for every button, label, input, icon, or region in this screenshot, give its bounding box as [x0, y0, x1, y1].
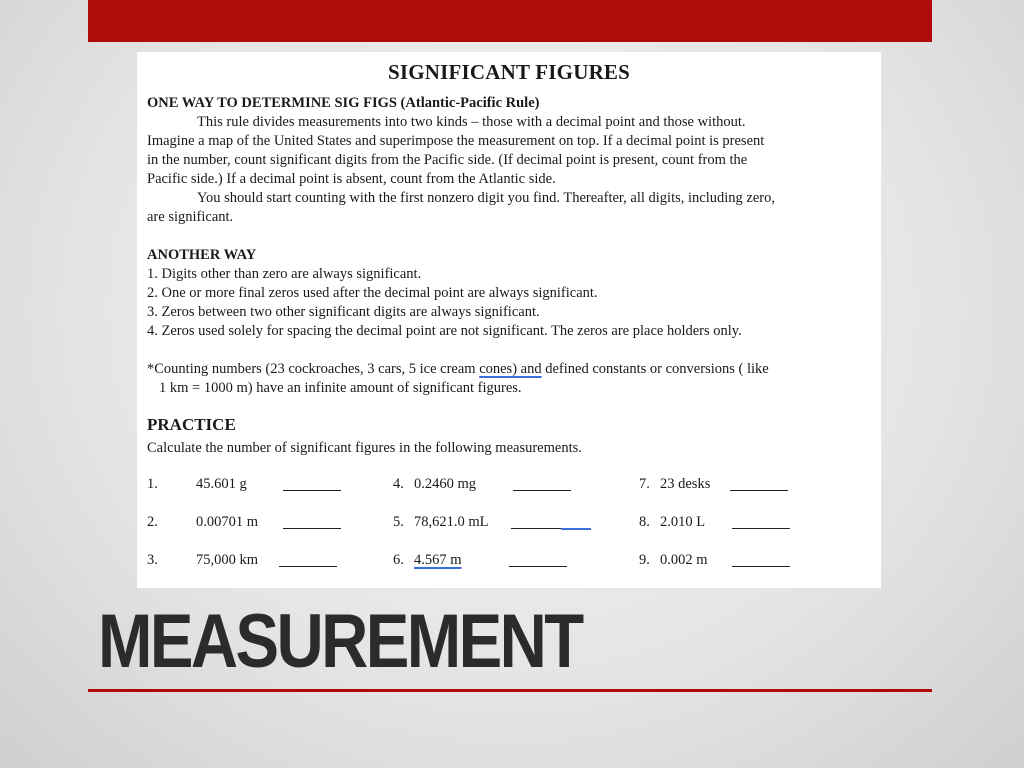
practice-heading: PRACTICE — [147, 415, 236, 434]
practice-row — [137, 476, 881, 496]
rule-list-item: 1. Digits other than zero are always significant. — [147, 266, 422, 282]
answer-blank — [732, 528, 790, 529]
problem-number: 2. — [147, 514, 158, 530]
problem-number: 8. — [639, 514, 650, 530]
practice-row — [137, 552, 881, 572]
note-line — [147, 360, 769, 378]
problem-number: 4. — [393, 476, 404, 492]
rule-paragraph-line: This rule divides measurements into two kinds – those with a decimal point and those without. — [197, 114, 746, 130]
problem-value: 0.002 m — [660, 552, 708, 568]
problem-value: 75,000 km — [196, 552, 259, 568]
problem-number: 3. — [147, 552, 158, 568]
rule-heading: ONE WAY TO DETERMINE SIG FIGS (Atlantic-Pacific Rule) — [147, 95, 540, 111]
top-accent-bar — [88, 0, 932, 42]
answer-blank-highlight — [561, 528, 591, 530]
problem-value: 23 desks — [660, 476, 711, 492]
problem-value: 78,621.0 mL — [414, 514, 489, 530]
problem-number: 5. — [393, 514, 404, 530]
problem-number: 9. — [639, 552, 650, 568]
problem-value: 0.2460 mg — [414, 476, 477, 492]
answer-blank — [509, 566, 567, 567]
rule-paragraph-line: Imagine a map of the United States and superimpose the measurement on top. If a decimal point is present — [147, 133, 765, 149]
problem-value: 0.00701 m — [196, 514, 259, 530]
rule-paragraph-line: Pacific side.) If a decimal point is absent, count from the Atlantic side. — [147, 171, 556, 187]
rule-list-item: 3. Zeros between two other significant digits are always significant. — [147, 304, 540, 320]
rule-list-item: 2. One or more final zeros used after the decimal point are always significant. — [147, 285, 598, 301]
answer-blank — [732, 566, 790, 567]
document-title: SIGNIFICANT FIGURES — [387, 60, 631, 84]
answer-blank — [511, 528, 561, 529]
bottom-accent-rule — [88, 689, 932, 692]
answer-blank — [513, 490, 571, 491]
rule-list-item: 4. Zeros used solely for spacing the decimal point are not significant. The zeros are place holders only. — [147, 323, 742, 339]
answer-blank — [283, 528, 341, 529]
note-text: defined constants or conversions ( like — [541, 361, 769, 377]
answer-blank — [279, 566, 337, 567]
document-image — [137, 52, 881, 588]
note-text: *Counting numbers (23 cockroaches, 3 cars, 5 ice cream — [147, 361, 480, 377]
practice-instruction: Calculate the number of significant figures in the following measurements. — [147, 440, 582, 456]
problem-number: 1. — [147, 476, 158, 492]
slide-title: MEASUREMENT — [98, 599, 582, 684]
problem-number: 6. — [393, 552, 404, 568]
answer-blank — [730, 490, 788, 491]
rule-paragraph-line: are significant. — [147, 209, 234, 225]
problem-value: 4.567 m — [414, 552, 462, 568]
note-line: 1 km = 1000 m) have an infinite amount of significant figures. — [159, 380, 522, 396]
problem-number: 7. — [639, 476, 650, 492]
problem-value: 2.010 L — [660, 514, 706, 530]
problem-value: 45.601 g — [196, 476, 247, 492]
rule-paragraph-line: in the number, count significant digits from the Pacific side. (If decimal point is present, count from the — [147, 152, 748, 168]
practice-row — [137, 514, 881, 534]
note-underlined-text: cones) and — [479, 361, 542, 377]
answer-blank — [283, 490, 341, 491]
rule-paragraph-line: You should start counting with the first nonzero digit you find. Thereafter, all digits, including zero, — [197, 190, 775, 206]
another-way-heading: ANOTHER WAY — [147, 247, 257, 263]
